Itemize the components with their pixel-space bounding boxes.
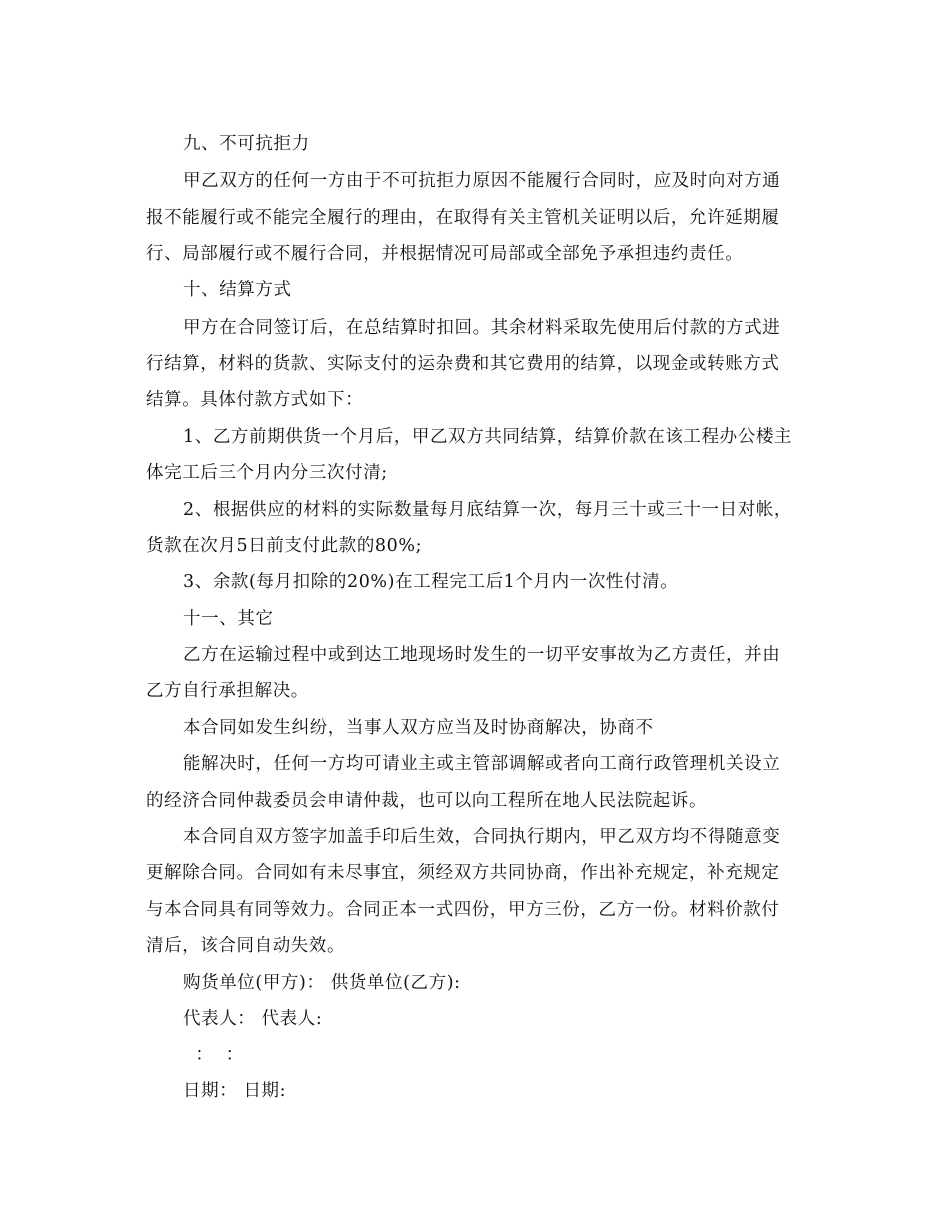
paragraph-line: 报不能履行或不能完全履行的理由，在取得有关主管机关证明以后，允许延期履	[146, 208, 780, 228]
paragraph-line: 乙方自行承担解决。	[146, 681, 309, 701]
paragraph-line: 乙方在运输过程中或到达工地现场时发生的一切平安事故为乙方责任，并由	[183, 645, 781, 665]
paragraph-line: 行结算，材料的货款、实际支付的运杂费和其它费用的结算，以现金或转账方式	[146, 354, 780, 374]
signature-blank-line: ： ：	[183, 1045, 244, 1065]
paragraph-line: 货款在次月5日前支付此款的80%;	[146, 536, 423, 556]
section-heading-force-majeure: 九、不可抗拒力	[183, 134, 310, 154]
paragraph-line: 甲方在合同签订后，在总结算时扣回。其余材料采取先使用后付款的方式进	[183, 318, 781, 338]
list-item: 2、根据供应的材料的实际数量每月底结算一次，每月三十或三十一日对帐，	[183, 500, 793, 520]
signature-parties-line: 购货单位(甲方)： 供货单位(乙方):	[183, 973, 461, 993]
paragraph-line: 本合同自双方签字加盖手印后生效，合同执行期内，甲乙双方均不得随意变	[183, 827, 781, 847]
section-heading-settlement: 十、结算方式	[183, 280, 292, 300]
section-heading-other: 十一、其它	[183, 609, 274, 629]
paragraph-line: 本合同如发生纠纷，当事人双方应当及时协商解决，协商不	[183, 718, 654, 738]
paragraph-line: 行、局部履行或不履行合同，并根据情况可局部或全部免予承担违约责任。	[146, 244, 744, 264]
paragraph-line: 的经济合同仲裁委员会申请仲裁，也可以向工程所在地人民法院起诉。	[146, 791, 708, 811]
paragraph-line: 清后，该合同自动失效。	[146, 936, 346, 956]
list-item: 3、余款(每月扣除的20%)在工程完工后1个月内一次性付清。	[183, 572, 679, 592]
signature-date-line: 日期： 日期:	[183, 1081, 287, 1101]
paragraph-line: 甲乙双方的任何一方由于不可抗拒力原因不能履行合同时，应及时向对方通	[183, 171, 781, 191]
paragraph-line: 与本合同具有同等效力。合同正本一式四份，甲方三份，乙方一份。材料价款付	[146, 900, 780, 920]
list-item: 1、乙方前期供货一个月后，甲乙双方共同结算，结算价款在该工程办公楼主	[183, 427, 793, 447]
paragraph-line: 能解决时，任何一方均可请业主或主管部调解或者向工商行政管理机关设立	[183, 754, 781, 774]
paragraph-line: 更解除合同。合同如有未尽事宜，须经双方共同协商，作出补充规定，补充规定	[146, 863, 780, 883]
paragraph-line: 结算。具体付款方式如下：	[146, 390, 364, 410]
signature-representative-line: 代表人： 代表人:	[183, 1009, 323, 1029]
paragraph-line: 体完工后三个月内分三次付清;	[146, 463, 388, 483]
